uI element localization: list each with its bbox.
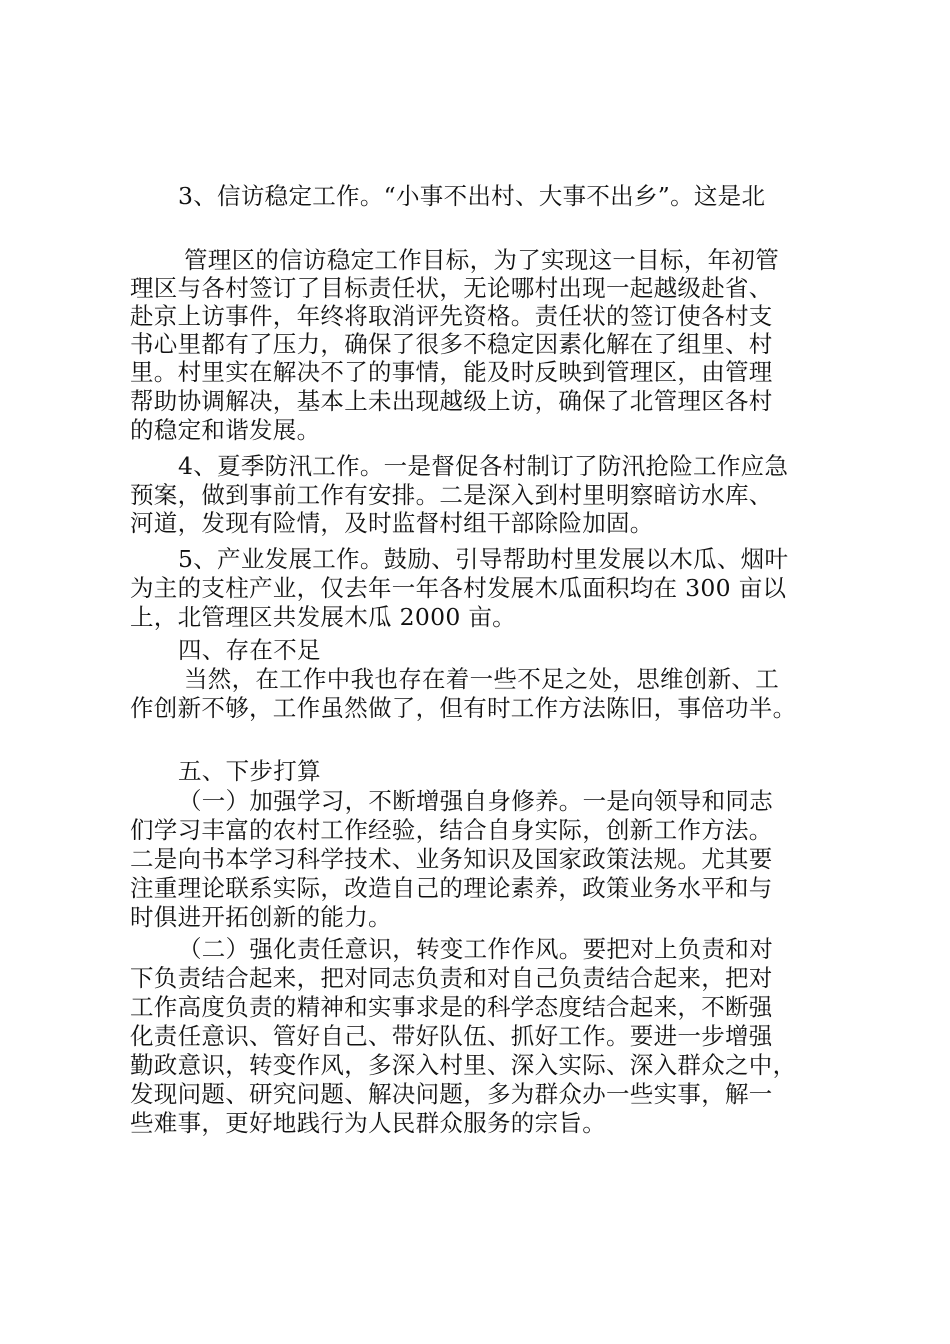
text-line: 下负责结合起来，把对同志负责和对自己负责结合起来，把对 [130, 964, 773, 992]
text-line: 化责任意识、管好自己、带好队伍、抓好工作。要进一步增强 [130, 1022, 773, 1050]
text-line: 书心里都有了压力，确保了很多不稳定因素化解在了组里、村 [130, 330, 773, 358]
text-line: 帮助协调解决，基本上未出现越级上访，确保了北管理区各村 [130, 387, 773, 415]
text-line: 的稳定和谐发展。 [130, 416, 321, 444]
text-line: 为主的支柱产业，仅去年一年各村发展木瓜面积均在 300 亩以 [130, 574, 787, 602]
text-line: 预案，做到事前工作有安排。二是深入到村里明察暗访水库、 [130, 481, 773, 509]
text-line: 工作高度负责的精神和实事求是的科学态度结合起来，不断强 [130, 993, 773, 1021]
text-line: 时俱进开拓创新的能力。 [130, 903, 392, 931]
text-line: 理区与各村签订了目标责任状，无论哪村出现一起越级赴省、 [130, 274, 773, 302]
text-line: 们学习丰富的农村工作经验，结合自身实际，创新工作方法。 [130, 816, 773, 844]
section-heading: 四、存在不足 [178, 636, 321, 664]
section-heading: 五、下步打算 [178, 757, 321, 785]
text-line: 二是向书本学习科学技术、业务知识及国家政策法规。尤其要 [130, 845, 773, 873]
text-line: （一）加强学习，不断增强自身修养。一是向领导和同志 [178, 787, 773, 815]
text-line: 4、夏季防汛工作。一是督促各村制订了防汛抢险工作应急 [178, 452, 789, 480]
text-line: 河道，发现有险情，及时监督村组干部除险加固。 [130, 509, 654, 537]
text-line: 当然，在工作中我也存在着一些不足之处，思维创新、工 [184, 665, 779, 693]
text-line: 发现问题、研究问题、解决问题，多为群众办一些实事，解一 [130, 1080, 773, 1108]
text-line: 些难事，更好地践行为人民群众服务的宗旨。 [130, 1109, 606, 1137]
text-line: 5、产业发展工作。鼓励、引导帮助村里发展以木瓜、烟叶 [178, 545, 789, 573]
text-line: 里。村里实在解决不了的事情，能及时反映到管理区，由管理 [130, 358, 773, 386]
text-line: 作创新不够，工作虽然做了，但有时工作方法陈旧，事倍功半。 [130, 694, 797, 722]
text-line: 管理区的信访稳定工作目标，为了实现这一目标，年初管 [184, 246, 779, 274]
text-line: 3、信访稳定工作。“小事不出村、大事不出乡”。这是北 [178, 182, 766, 210]
text-line: 注重理论联系实际，改造自己的理论素养，政策业务水平和与 [130, 874, 773, 902]
text-line: 上，北管理区共发展木瓜 2000 亩。 [130, 603, 516, 631]
text-line: （二）强化责任意识，转变工作作风。要把对上负责和对 [178, 935, 773, 963]
text-line: 勤政意识，转变作风，多深入村里、深入实际、深入群众之中， [130, 1051, 797, 1079]
text-line: 赴京上访事件，年终将取消评先资格。责任状的签订使各村支 [130, 302, 773, 330]
